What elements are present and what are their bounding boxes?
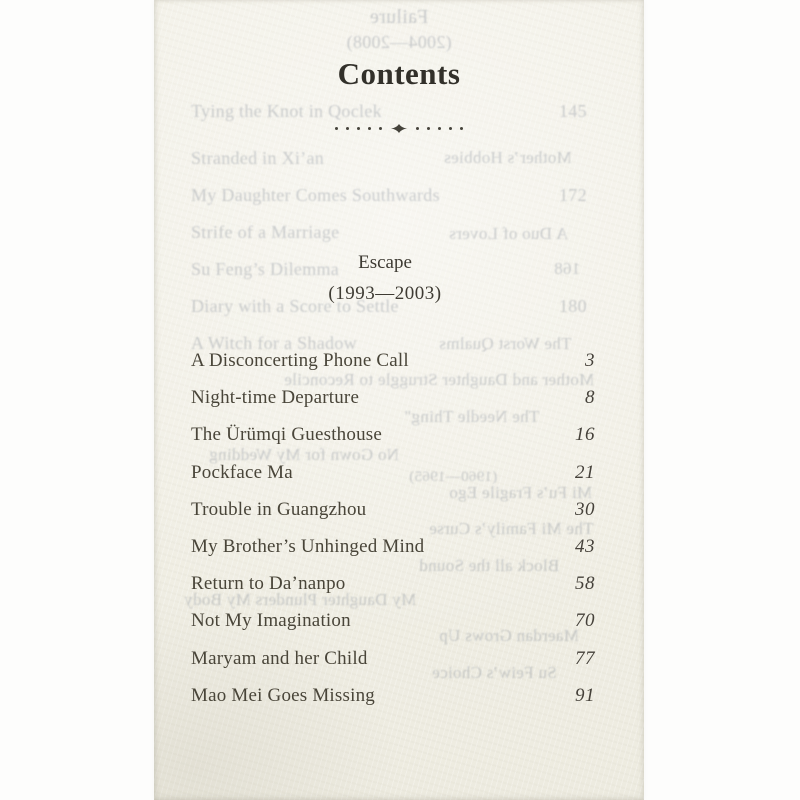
toc-entry-title: Night-time Departure	[191, 387, 360, 409]
bleed-through-text: My Daughter Plunders My Body	[184, 590, 417, 609]
bleed-through-text: 172	[559, 185, 587, 205]
bleed-through-text: 145	[559, 101, 587, 121]
divider-dot	[379, 127, 382, 130]
bleed-through-text: Mother’s Hobbies	[444, 148, 572, 167]
toc-entry-page-number: 91	[575, 684, 595, 706]
toc-entry	[191, 498, 595, 535]
toc-entry-page-number: 8	[585, 387, 595, 409]
divider-dot	[368, 127, 371, 130]
bleed-through-text: Su Feiw’s Choice	[432, 663, 557, 682]
toc-entry-page-number: 21	[575, 461, 595, 483]
toc-entry-title: Mao Mei Goes Missing	[191, 684, 375, 706]
bleed-through-text: Maerdan Grows Up	[439, 626, 579, 645]
toc-entry-page-number: 3	[585, 350, 595, 371]
section-years: (1993—2003)	[328, 283, 442, 304]
bleed-through-text: Diary with a Score to Settle	[191, 296, 399, 316]
bleed-through-text: A Witch for a Shadow	[191, 333, 357, 353]
toc-entry-title: Not My Imagination	[191, 610, 351, 632]
table-of-contents	[191, 349, 595, 721]
toc-entry-page-number: 16	[575, 424, 595, 446]
bleed-through-text: Strife of a Marriage	[191, 222, 340, 242]
toc-entry-title: My Brother’s Unhinged Mind	[191, 535, 425, 557]
bleed-through-text: Failure	[369, 6, 429, 28]
toc-entry-title: Trouble in Guangzhou	[191, 498, 367, 520]
toc-entry-title: Return to Da’nanpo	[191, 573, 346, 595]
divider-dot	[449, 127, 452, 130]
bleed-through-text: The Worst Qualms	[439, 334, 572, 353]
section-divider	[154, 121, 644, 135]
bleed-through-text: (2004—2008)	[346, 32, 452, 52]
section-name: Escape	[358, 252, 412, 273]
toc-entry	[191, 386, 595, 423]
toc-entry	[191, 572, 595, 609]
toc-entry-page-number: 58	[575, 573, 595, 595]
page-title: Contents	[337, 56, 461, 91]
bleed-through-text: The Needle Thing"	[404, 407, 540, 426]
bleed-through-text: The Mi Family’s Curse	[429, 519, 594, 538]
toc-entry-page-number: 30	[575, 498, 595, 520]
toc-entry-page-number: 70	[575, 610, 595, 632]
book-page	[154, 0, 644, 800]
toc-entry-title: Pockface Ma	[191, 461, 293, 483]
bleed-through-text: No Gown for My Wedding	[209, 445, 400, 464]
toc-entry	[191, 684, 595, 721]
section-header	[154, 252, 644, 305]
divider-dot	[416, 127, 419, 130]
divider-dots-left	[335, 127, 382, 130]
bleed-through-text: Tying the Knot in Qoclek	[191, 101, 382, 121]
divider-dot	[427, 127, 430, 130]
toc-entry	[191, 423, 595, 460]
toc-entry-title: Maryam and her Child	[191, 647, 368, 669]
toc-entry-page-number: 77	[575, 647, 595, 669]
divider-dot	[335, 127, 338, 130]
toc-entry-title: A Disconcerting Phone Call	[191, 350, 409, 371]
bleed-through-text: A Duo of Lovers	[449, 224, 569, 243]
bleed-through-text: My Daughter Comes Southwards	[191, 185, 440, 205]
bleed-through-text: 168	[554, 259, 581, 278]
toc-entry-title: The Ürümqi Guesthouse	[191, 424, 382, 446]
bleed-through-text: Mi Fu’s Fragile Ego	[449, 483, 593, 502]
divider-dot	[346, 127, 349, 130]
fleuron-ornament-icon	[391, 124, 407, 133]
toc-entry	[191, 647, 595, 684]
divider-dot	[438, 127, 441, 130]
bleed-through-text: 180	[559, 296, 587, 316]
bleed-through-text: (1960—1965)	[409, 469, 498, 485]
bleed-through-text: Block all the Sound	[419, 556, 560, 575]
bleed-through-text: Su Feng’s Dilemma	[191, 259, 340, 279]
divider-dot	[460, 127, 463, 130]
divider-dot	[357, 127, 360, 130]
bleed-through-text: Stranded in Xi’an	[191, 148, 325, 168]
divider-dots-right	[416, 127, 463, 130]
toc-entry	[191, 535, 595, 572]
toc-entry	[191, 609, 595, 646]
toc-entry-page-number: 43	[575, 535, 595, 557]
toc-entry	[191, 461, 595, 498]
toc-entry	[191, 349, 595, 386]
bleed-through-text: Mother and Daughter Struggle to Reconcile	[284, 370, 595, 389]
